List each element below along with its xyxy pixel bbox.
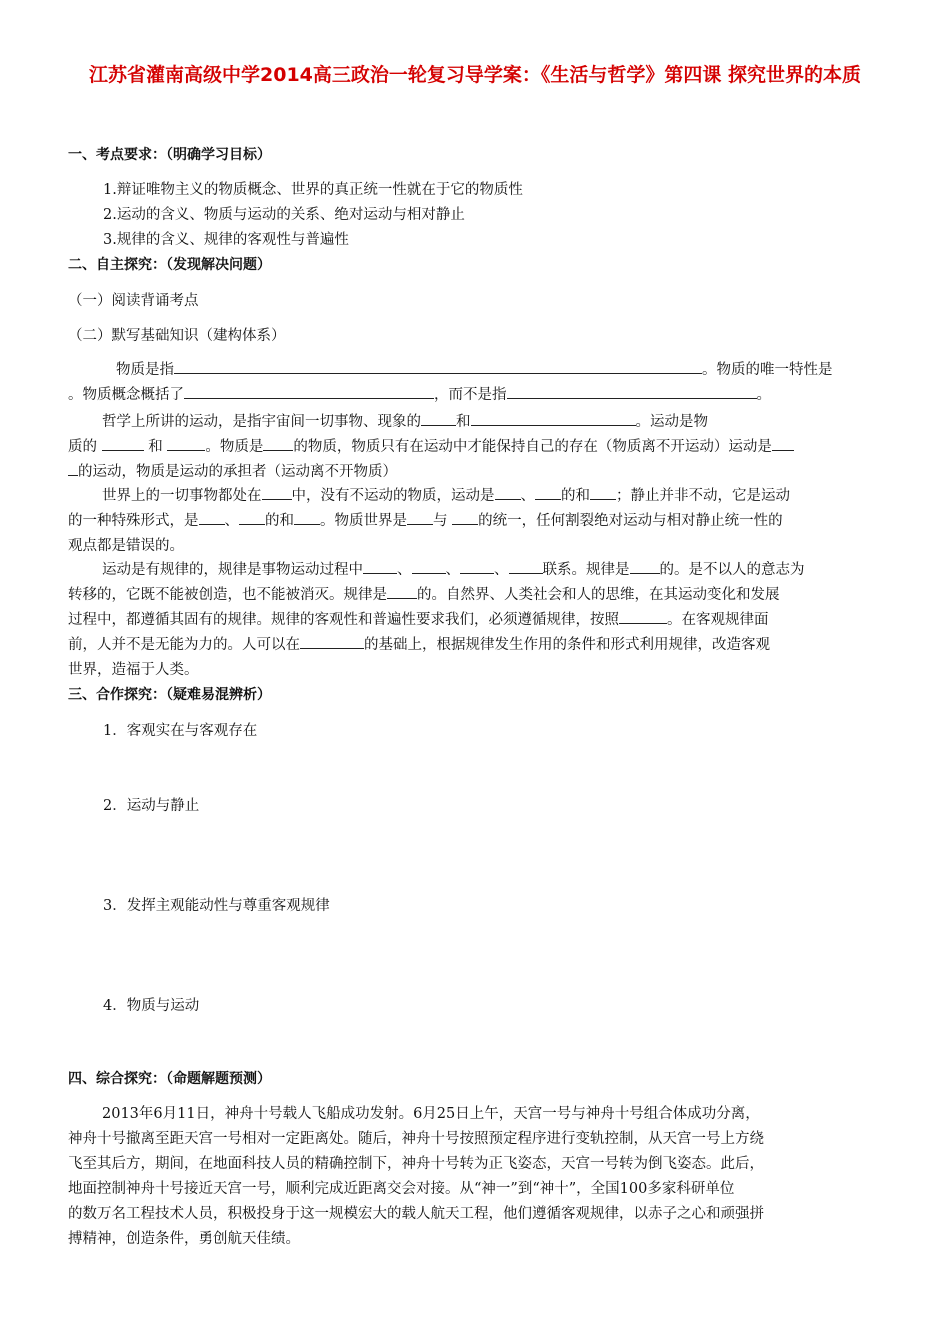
paragraph-absolute-relative: 世界上的一切事物都处在 中，没有不运动的物质，运动是 、 的和 ；静止并非不动，它是运动 的一种特殊形式，是 、 的和 。物质世界是 与 的统一，任何割裂绝对运动与相对静止统一性的 观点都是错误的。	[68, 484, 883, 559]
blank[interactable]	[421, 410, 456, 426]
blank[interactable]	[535, 484, 561, 500]
discussion-item-3: 3．发挥主观能动性与尊重客观规律	[103, 898, 330, 914]
blank[interactable]	[184, 383, 434, 399]
blank[interactable]	[263, 435, 293, 451]
blank[interactable]	[509, 558, 543, 574]
blank[interactable]	[102, 435, 144, 451]
subsection-write: （二）默写基础知识（建构体系）	[68, 328, 286, 344]
blank[interactable]	[460, 558, 494, 574]
blank[interactable]	[507, 383, 757, 399]
blank[interactable]	[471, 410, 636, 426]
blank[interactable]	[239, 509, 265, 525]
blank[interactable]	[167, 435, 205, 451]
paragraph-matter: 物质是指 。物质的唯一特性是 。物质概念概括了 ，而不是指 。	[68, 358, 883, 408]
objective-3: 3.规律的含义、规律的客观性与普遍性	[103, 232, 349, 248]
blank[interactable]	[452, 509, 478, 525]
paragraph-law: 运动是有规律的，规律是事物运动过程中 、 、 、 联系。规律是 的。是不以人的意志为 转移的，它既不能被创造，也不能被消灭。规律是 的。自然界、人类社会和人的思维，在其运动变化和发展 过程中，都遵循其固有的规律。规律的客观性和普遍性要求我们，必须遵循规律，按照 。在客观规律面 前，人并不是无能为力的。人可以在 的基础上，根据规律发生作用的条件和形式利用规律，改造客观 世界，造福于人类。	[68, 558, 883, 683]
blank[interactable]	[772, 435, 794, 451]
page-title: 江苏省灌南高级中学2014高三政治一轮复习导学案：《生活与哲学》第四课 探究世界的本质	[89, 64, 861, 86]
case-paragraph: 2013年6月11日，神舟十号载人飞船成功发射。6月25日上午，天宫一号与神舟十号组合体成功分离， 神舟十号撤离至距天宫一号相对一定距离处。随后，神舟十号按照预定程序进行变轨控制，从天宫一号上方绕 飞至其后方，期间，在地面科技人员的精确控制下，神舟十号转为正飞姿态，天宫一号转为倒飞姿态。此后， 地面控制神舟十号接近天宫一号，顺利完成近距离交会对接。从“神一”到“神十”，全国100多家科研单位 的数万名工程技术人员，积极投身于这一规模宏大的载人航天工程，他们遵循客观规律，以赤子之心和顽强拼 搏精神，创造条件，勇创航天佳绩。	[68, 1106, 764, 1247]
blank[interactable]	[590, 484, 616, 500]
paragraph-motion: 哲学上所讲的运动，是指宇宙间一切事物、现象的 和 。运动是物 质的 和 。物质是 的物质，物质只有在运动中才能保持自己的存在（物质离不开运动）运动是 的运动，物质是运动的承担者（运动离不开物质）	[68, 410, 883, 485]
blank[interactable]	[300, 633, 364, 649]
discussion-item-1: 1．客观实在与客观存在	[103, 723, 258, 739]
blank[interactable]	[294, 509, 320, 525]
blank[interactable]	[630, 558, 660, 574]
section-4-heading: 四、综合探究：（命题解题预测）	[68, 1071, 271, 1087]
blank[interactable]	[363, 558, 397, 574]
section-3-heading: 三、合作探究：（疑难易混辨析）	[68, 687, 271, 703]
blank[interactable]	[199, 509, 225, 525]
objective-1: 1.辩证唯物主义的物质概念、世界的真正统一性就在于它的物质性	[103, 182, 523, 198]
blank[interactable]	[495, 484, 521, 500]
discussion-item-4: 4．物质与运动	[103, 998, 200, 1014]
blank[interactable]	[407, 509, 433, 525]
section-1-heading: 一、考点要求：（明确学习目标）	[68, 147, 271, 163]
blank[interactable]	[68, 460, 78, 476]
objective-2: 2.运动的含义、物质与运动的关系、绝对运动与相对静止	[103, 207, 465, 223]
blank[interactable]	[174, 358, 702, 374]
blank[interactable]	[262, 484, 292, 500]
subsection-read: （一）阅读背诵考点	[68, 293, 199, 309]
blank[interactable]	[412, 558, 446, 574]
section-2-heading: 二、自主探究：（发现解决问题）	[68, 257, 271, 273]
blank[interactable]	[387, 583, 417, 599]
blank[interactable]	[619, 608, 667, 624]
discussion-item-2: 2．运动与静止	[103, 798, 200, 814]
